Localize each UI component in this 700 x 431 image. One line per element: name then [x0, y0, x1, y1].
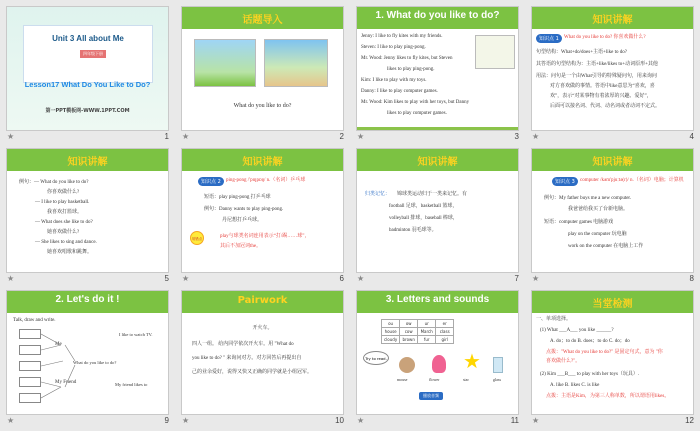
table-cell: ow — [400, 320, 418, 328]
memory-line: badminton 羽毛球等。 — [389, 228, 437, 233]
slide-3-header — [357, 7, 518, 29]
slide-4-canvas[interactable] — [531, 6, 694, 131]
slide-1-canvas[interactable] — [6, 6, 169, 131]
dialogue-line: Mr. Wood: Kim likes to play with her toys, but Danny — [361, 100, 470, 105]
slide-1-title-card — [23, 25, 153, 83]
activity-title: 开火车。 — [252, 326, 273, 331]
slide-thumbnail-2[interactable] — [181, 6, 344, 140]
word-label: mouse — [397, 377, 408, 382]
slide-number: 11 — [510, 416, 519, 425]
slide-6-header — [182, 149, 343, 171]
slide-number: 4 — [689, 132, 694, 141]
slide-number: 1 — [164, 132, 169, 141]
slide-thumbnail-5[interactable] — [6, 148, 169, 282]
tip-line: 其后不加冠词the。 — [220, 244, 262, 249]
glass-picture — [493, 357, 503, 373]
slide-3-canvas[interactable] — [356, 6, 519, 131]
hint-line: 点拨：主语是Kim，为第三人称单数，所以谓语用likes。 — [546, 394, 670, 399]
slide-12-header — [532, 291, 693, 313]
animation-star-icon: ★ — [532, 132, 540, 141]
example-line: — She likes to sing and dance. — [35, 240, 97, 245]
slide-heading: 当堂检测 — [592, 299, 633, 310]
table-cell: ur — [418, 320, 436, 328]
phrase-line: 短语：computer games 电脑游戏 — [544, 220, 614, 225]
phrase-line: 短语：play ping-pong 打乒乓球 — [204, 195, 271, 200]
slide-heading: 知识讲解 — [592, 15, 633, 26]
slide-number: 5 — [164, 274, 169, 283]
connector-lines — [41, 331, 81, 401]
slide-thumbnail-9[interactable] — [6, 290, 169, 424]
memory-line: volleyball 排球，baseball 棒球， — [389, 216, 458, 221]
example-translation: 我喜欢打篮球。 — [47, 210, 83, 215]
slide-6-canvas[interactable] — [181, 148, 344, 273]
slide-thumbnail-4[interactable] — [531, 6, 694, 140]
slide-heading: 2. Let's do it ! — [55, 294, 120, 305]
grade-badge: 四年级下册 — [80, 50, 106, 58]
table-cell: March — [418, 328, 436, 336]
slide-thumbnail-12[interactable] — [531, 290, 694, 424]
animation-star-icon: ★ — [182, 274, 190, 283]
activity-line: 己的业余爱好，说得又快又正确的同学就是小组冠军。 — [192, 370, 313, 375]
slide-number: 9 — [164, 416, 169, 425]
table-cell: er — [436, 320, 454, 328]
slide-11-canvas[interactable] — [356, 290, 519, 415]
example-translation: 她喜欢唱歌和跳舞。 — [47, 250, 93, 255]
options-line: A. like B. likes C. is like — [550, 383, 600, 388]
slide-number: 3 — [514, 132, 519, 141]
drawing-box — [19, 393, 41, 403]
explanation-line: 其答语的句型结构为：主语+like/likes to+动词原形+其他 — [536, 62, 658, 67]
slide-2-canvas[interactable] — [181, 6, 344, 131]
answer-line: My friend likes to — [115, 382, 148, 387]
dialogue-line: Mr. Wood: Jenny likes to fly kites, but Steven — [361, 56, 453, 61]
slide-thumbnail-1[interactable] — [6, 6, 169, 140]
table-cell: ou — [382, 320, 400, 328]
slide-number: 10 — [335, 416, 344, 425]
slide-5-canvas[interactable] — [6, 148, 169, 273]
table-cell: girl — [436, 336, 454, 344]
example-line: 例句：Danny wants to play ping-pong. — [204, 207, 284, 212]
slide-thumbnail-3[interactable] — [356, 6, 519, 140]
slide-5-header — [7, 149, 168, 171]
word-label: glass — [493, 377, 501, 382]
hint-line: 喜欢做什么?"。 — [546, 359, 581, 364]
explanation-line: 对方喜欢做的事情。答语中like意思为“喜欢，喜 — [550, 84, 655, 89]
slide-number: 6 — [339, 274, 344, 283]
example-line: — What does she like to do? — [35, 220, 93, 225]
unit-title: Unit 3 All about Me — [52, 34, 124, 43]
memory-line: 锦球类运动归于一类来记忆。有 — [397, 192, 468, 197]
example-translation: 你喜欢做什么? — [47, 190, 80, 195]
dialogue-line: likes to play ping-pong. — [387, 67, 435, 72]
dialogue-line: likes to play computer games. — [387, 111, 447, 116]
slide-12-canvas[interactable] — [531, 290, 694, 415]
question-line: (2) Kim ___B___ to play with her toys（玩具）. — [540, 372, 640, 377]
slide-heading: 1. What do you like to do? — [375, 10, 500, 21]
memory-line: football 足球，basketball 篮球， — [389, 204, 458, 209]
explanation-line: 后面可以接名词、代词、动名词或者动词不定式。 — [550, 104, 661, 109]
table-cell: fur — [418, 336, 436, 344]
knowledge-point-badge: 知识点 2 — [198, 177, 224, 186]
table-row — [382, 320, 454, 328]
drawing-box — [19, 377, 41, 387]
question-line: (1) What ___A___ you like ______? — [540, 328, 614, 333]
me-label: Me — [55, 342, 62, 347]
play-audio-button[interactable]: 播放音频 — [419, 392, 443, 400]
lesson-title: Lesson17 What Do You Like to Do? — [24, 80, 151, 89]
memory-label: 归类记忆： — [365, 192, 391, 197]
slide-9-canvas[interactable] — [6, 290, 169, 415]
animation-star-icon: ★ — [182, 416, 190, 425]
animation-star-icon: ★ — [357, 274, 365, 283]
slide-thumbnail-11[interactable] — [356, 290, 519, 424]
slide-heading: 知识讲解 — [242, 157, 283, 168]
explanation-line: 用法：问句是一个由What引导的特殊疑问句，用来询问 — [536, 74, 657, 79]
example-line: 例句：My father buys me a new computer. — [544, 196, 632, 201]
playground-picture — [264, 39, 328, 87]
dialogue-line: Jenny: I like to fly kites with my friends. — [361, 34, 443, 39]
animation-star-icon: ★ — [7, 416, 15, 425]
friend-label: My Friend — [55, 380, 77, 385]
topic-question: What do you like to do? — [233, 103, 292, 109]
slide-9-header — [7, 291, 168, 313]
section-title: 一、单项选择。 — [536, 317, 572, 322]
drawing-box — [19, 361, 41, 371]
animation-star-icon: ★ — [357, 416, 365, 425]
slide-4-header — [532, 7, 693, 29]
center-question: What do you like to do? — [73, 360, 117, 365]
instruction: Talk, draw and write. — [13, 318, 56, 323]
example-translation: 丹尼想打乒乓球。 — [222, 218, 263, 223]
table-cell: house — [382, 328, 400, 336]
table-cell: cow — [400, 328, 418, 336]
table-row — [382, 336, 454, 344]
slide-thumbnail-6[interactable] — [181, 148, 344, 282]
slide-1-footer: 第一PPT模板网-WWW.1PPT.COM — [45, 108, 130, 114]
mouse-picture — [399, 357, 415, 373]
star-picture: ★ — [463, 349, 481, 373]
slide-heading: 话题导入 — [242, 15, 283, 26]
table-cell: brown — [400, 336, 418, 344]
hint-line: 点拨："What do you like to do?" 是固定句式，意为 "你 — [546, 350, 663, 355]
slide-8-canvas[interactable] — [531, 148, 694, 273]
slide-thumbnail-10[interactable] — [181, 290, 344, 424]
activity-line: 四人一组。 给内同学依次开火车。用 "What do — [192, 342, 294, 347]
knowledge-point-badge: 知识点 1 — [536, 34, 562, 43]
kids-picture — [475, 35, 515, 69]
slide-thumbnail-7[interactable] — [356, 148, 519, 282]
phonics-table — [381, 319, 454, 344]
tip-line: play与球类名词连用表示“打/踢……球”， — [220, 234, 310, 239]
flower-picture — [432, 355, 446, 373]
slide-number: 7 — [514, 274, 519, 283]
knowledge-point-badge: 知识点 3 — [552, 177, 578, 186]
dialogue-line: Danny: I like to play computer games. — [361, 89, 438, 94]
slide-number: 2 — [339, 132, 344, 141]
slide-2-header — [182, 7, 343, 29]
example-translation: 她喜欢做什么? — [47, 230, 80, 235]
slide-heading: 3. Letters and sounds — [385, 294, 490, 305]
example-line: 例句：— What do you like to do? — [19, 180, 89, 185]
answer-line: I like to watch TV. — [119, 332, 153, 337]
point-question: What do you like to do? 你喜欢做什么? — [564, 35, 646, 40]
tip-badge: 易错点 — [190, 231, 204, 245]
table-row — [382, 328, 454, 336]
point-word: computer /kəm'pjuːtə(r)/ n.（名词）电脑；计算机 — [580, 178, 684, 183]
phrase-line: work on the computer 在电脑上工作 — [568, 244, 644, 249]
bottom-rule — [357, 127, 518, 130]
slide-number: 8 — [689, 274, 694, 283]
animation-star-icon: ★ — [357, 132, 365, 141]
slide-7-header — [357, 149, 518, 171]
slide-8-header — [532, 149, 693, 171]
animation-star-icon: ★ — [7, 132, 15, 141]
slide-heading: 知识讲解 — [417, 157, 458, 168]
speech-bubble: Try to read. — [363, 351, 389, 365]
kite-flying-picture — [194, 39, 256, 87]
activity-line: you like to do? " 来询问对方。对方回答后再提出自 — [192, 356, 302, 361]
dialogue-line: Steven: I like to play ping-pong. — [361, 45, 426, 50]
slide-10-header — [182, 291, 343, 313]
animation-star-icon: ★ — [182, 132, 190, 141]
slide-heading: 知识讲解 — [67, 157, 108, 168]
slide-11-header — [357, 291, 518, 313]
slide-thumbnail-8[interactable] — [531, 148, 694, 282]
example-line: — I like to play basketball. — [35, 200, 90, 205]
slide-10-canvas[interactable] — [181, 290, 344, 415]
drawing-box — [19, 345, 41, 355]
slide-7-canvas[interactable] — [356, 148, 519, 273]
drawing-box — [19, 329, 41, 339]
explanation-line: 句型结构：What+do/does+主语+like to do? — [536, 50, 627, 55]
dialogue-line: Kim: I like to play with my toys. — [361, 78, 427, 83]
example-translation: 我爸爸给我买了台新电脑。 — [568, 207, 629, 212]
slide-heading: 知识讲解 — [592, 157, 633, 168]
word-label: star — [463, 377, 469, 382]
slide-number: 12 — [685, 416, 694, 425]
slide-heading: Pairwork — [237, 295, 288, 306]
animation-star-icon: ★ — [532, 416, 540, 425]
animation-star-icon: ★ — [7, 274, 15, 283]
phrase-line: play on the computer 玩电脑 — [568, 232, 627, 237]
table-cell: class — [436, 328, 454, 336]
point-word: ping-pong /'pɪŋpɒŋ/ n.（名词）乒乓球 — [226, 178, 306, 183]
animation-star-icon: ★ — [532, 274, 540, 283]
word-label: flower — [429, 377, 440, 382]
table-cell: cloudy — [382, 336, 400, 344]
options-line: A. do；to do B. does；to do C. do；do — [550, 339, 630, 344]
explanation-line: 欢”，表示“对某事物有着浓厚的兴趣、爱好”， — [550, 94, 652, 99]
